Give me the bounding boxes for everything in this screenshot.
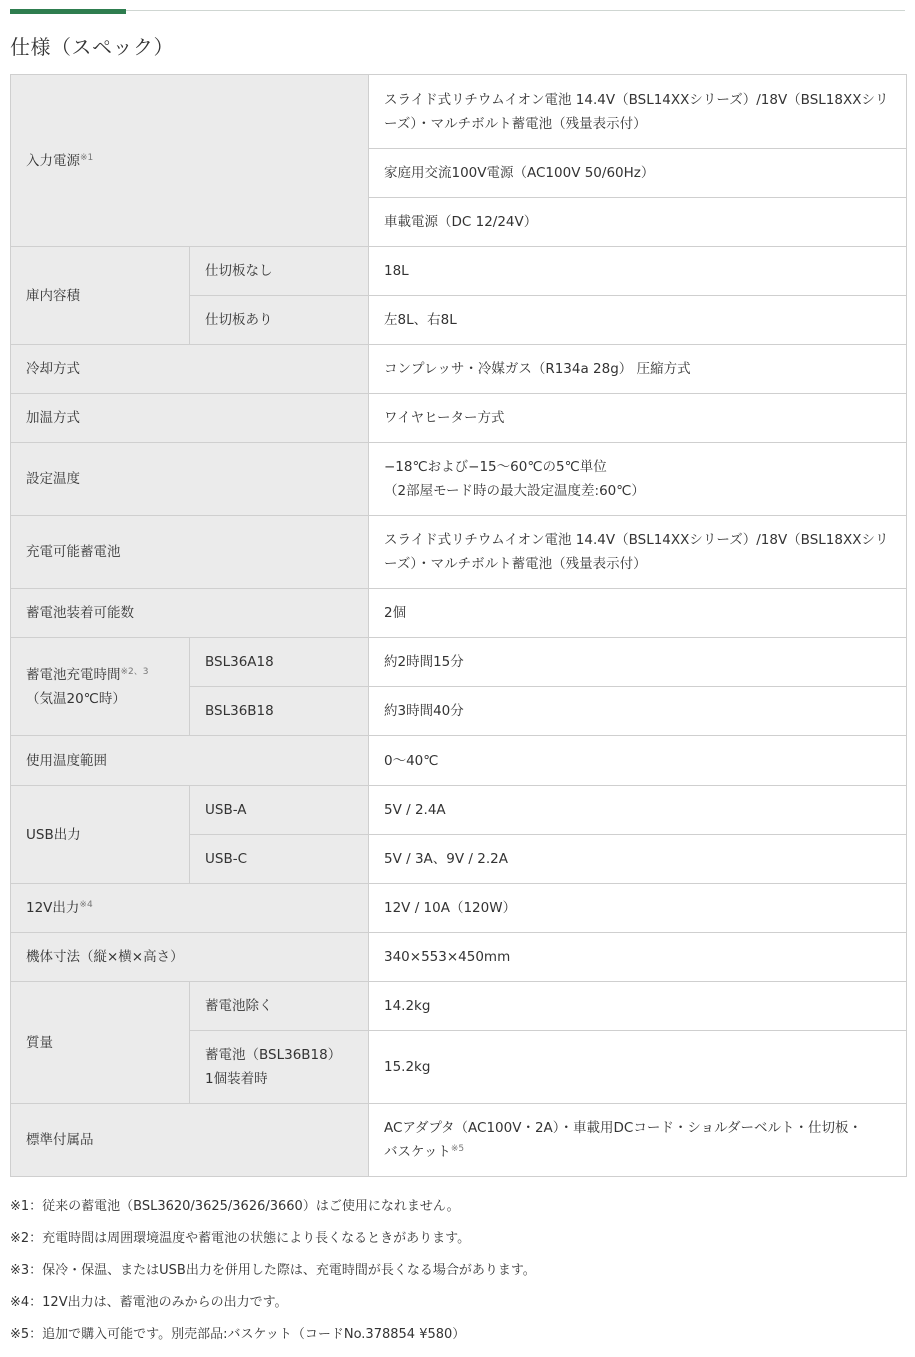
spec-table [10,74,907,1177]
spec-value-battery: スライド式リチウムイオン電池 14.4V（BSL14XXシリーズ）/18V（BSL18XXシリーズ）・マルチボルト蓄電池（残量表示付） [369,516,907,589]
spec-value-accessories: ACアダプタ（AC100V・2A）・車載用DCコード・ショルダーベルト・仕切板・ バスケット$^{※5}$ [369,1104,907,1177]
spec-label-12v: 12V出力$^{※4}$ [11,884,369,933]
spec-label-accessories: 標準付属品 [11,1104,369,1177]
spec-sublabel-usb-a: USB-A [190,786,369,835]
spec-row-dimensions [11,933,907,982]
spec-sublabel-without-battery: 蓄電池除く [190,982,369,1031]
spec-value-battery-count: 2個 [369,589,907,638]
spec-row-heating [11,394,907,443]
spec-row-charge-time [11,638,907,687]
spec-row-temperature [11,443,907,516]
spec-row-mass [11,982,907,1031]
spec-value-charge-bsl36b18: 約3時間40分 [369,687,907,736]
spec-label-heating: 加温方式 [11,394,369,443]
spec-value-input-power-battery: スライド式リチウムイオン電池 14.4V（BSL14XXシリーズ）/18V（BSL18XXシリーズ）・マルチボルト蓄電池（残量表示付） [369,75,907,149]
spec-label-usb: USB出力 [11,786,190,884]
spec-value-charge-bsl36a18: 約2時間15分 [369,638,907,687]
spec-value-input-power-dc: 車載電源（DC 12/24V） [369,198,907,247]
page-title: 仕様（スペック） [10,35,174,59]
spec-row-cooling [11,345,907,394]
spec-row-input-power [11,75,907,149]
spec-label-capacity: 庫内容積 [11,247,190,345]
spec-row-12v [11,884,907,933]
top-rule [10,10,905,11]
spec-value-temperature: −18℃および−15〜60℃の5℃単位 （2部屋モード時の最大設定温度差:60℃） [369,443,907,516]
spec-sublabel-no-divider: 仕切板なし [190,247,369,296]
spec-row-battery-count [11,589,907,638]
spec-label-temperature: 設定温度 [11,443,369,516]
spec-label-battery-count: 蓄電池装着可能数 [11,589,369,638]
spec-sublabel-bsl36a18: BSL36A18 [190,638,369,687]
spec-value-12v: 12V / 10A（120W） [369,884,907,933]
spec-label-dimensions: 機体寸法（縦×横×高さ） [11,933,369,982]
spec-label-battery: 充電可能蓄電池 [11,516,369,589]
spec-sublabel-bsl36b18: BSL36B18 [190,687,369,736]
footnote-4: ※4：12V出力は、蓄電池のみからの出力です。 [10,1295,288,1310]
footnotes [10,1195,905,1355]
spec-value-usb-c: 5V / 3A、9V / 2.2A [369,835,907,884]
spec-label-cooling: 冷却方式 [11,345,369,394]
spec-value-cooling: コンプレッサ・冷媒ガス（R134a 28g） 圧縮方式 [369,345,907,394]
spec-label-mass: 質量 [11,982,190,1104]
footnote-5: ※5：追加で購入可能です。別売部品:バスケット（コードNo.378854 ¥580） [10,1327,466,1342]
spec-value-capacity-no-divider: 18L [369,247,907,296]
spec-sublabel-with-battery: 蓄電池（BSL36B18） 1個装着時 [190,1031,369,1104]
spec-row-capacity [11,247,907,296]
spec-row-accessories [11,1104,907,1177]
spec-value-usb-a: 5V / 2.4A [369,786,907,835]
spec-row-battery [11,516,907,589]
spec-value-mass-with-battery: 15.2kg [369,1031,907,1104]
title-accent-bar [10,9,126,14]
footnote-1: ※1：従来の蓄電池（BSL3620/3625/3626/3660）はご使用になれません。 [10,1199,460,1214]
spec-row-op-temp [11,736,907,786]
spec-label-op-temp: 使用温度範囲 [11,736,369,786]
spec-label-input-power: 入力電源$^{※1}$ [11,75,369,247]
spec-value-heating: ワイヤヒーター方式 [369,394,907,443]
spec-sublabel-with-divider: 仕切板あり [190,296,369,345]
spec-label-charge-time: 蓄電池充電時間$^{※2、3}$ （気温20℃時） [11,638,190,736]
spec-value-capacity-with-divider: 左8L、右8L [369,296,907,345]
spec-row-usb [11,786,907,835]
spec-value-mass-without-battery: 14.2kg [369,982,907,1031]
spec-value-input-power-ac: 家庭用交流100V電源（AC100V 50/60Hz） [369,149,907,198]
footnote-3: ※3：保冷・保温、またはUSB出力を併用した際は、充電時間が長くなる場合があります。 [10,1263,536,1278]
spec-sublabel-usb-c: USB-C [190,835,369,884]
spec-value-dimensions: 340×553×450mm [369,933,907,982]
footnote-2: ※2：充電時間は周囲環境温度や蓄電池の状態により長くなるときがあります。 [10,1231,471,1246]
spec-value-op-temp: 0〜40℃ [369,736,907,786]
